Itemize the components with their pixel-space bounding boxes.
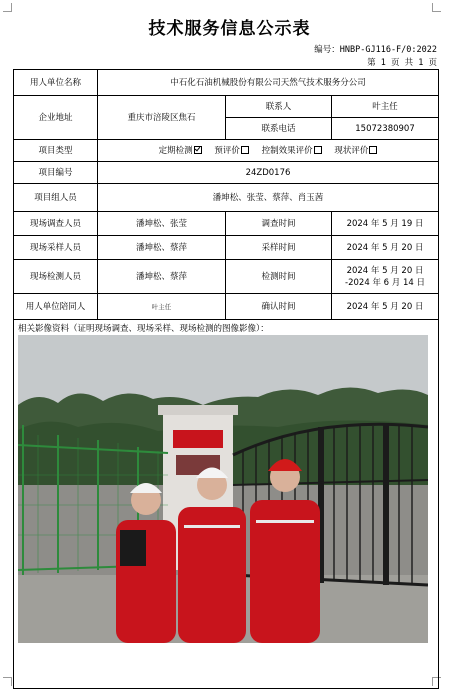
escort-value: 叶主任: [98, 294, 226, 320]
project-no-value: 24ZD0176: [98, 162, 439, 184]
checkbox-icon[interactable]: [314, 146, 322, 154]
survey-time-value: 2024 年 5 月 19 日: [332, 212, 439, 236]
phone-value: 15072380907: [332, 118, 439, 140]
table-row: [14, 320, 439, 689]
contact-value: 叶主任: [332, 96, 439, 118]
sampling-label: 现场采样人员: [14, 236, 98, 260]
project-type-options: [98, 140, 439, 162]
table-row: [14, 140, 439, 162]
photo-cell: [14, 320, 439, 689]
client-value: 中石化石油机械股份有限公司天然气技术服务分公司: [98, 70, 439, 96]
table-row: [14, 96, 439, 118]
contact-label: 联系人: [226, 96, 332, 118]
margin-mark: [3, 3, 12, 12]
page-info: 第 1 页 共 1 页: [367, 58, 437, 68]
team-value: 潘坤松、张莹、蔡萍、肖玉茜: [98, 184, 439, 212]
option-label: 预评价: [214, 145, 240, 156]
margin-mark: [432, 3, 441, 12]
document-title: 技术服务信息公示表: [148, 19, 311, 39]
phone-label: 联系电话: [226, 118, 332, 140]
site-photo: [18, 335, 428, 643]
testing-time-end: -2024 年 6 月 14 日: [345, 277, 425, 288]
table-row: [14, 184, 439, 212]
address-label: 企业地址: [14, 96, 98, 140]
site-photo-image: [18, 335, 428, 643]
checked-box-icon[interactable]: [194, 146, 202, 154]
margin-mark: [3, 677, 12, 686]
project-no-label: 项目编号: [14, 162, 98, 184]
confirm-time-value: 2024 年 5 月 20 日: [332, 294, 439, 320]
document-number: 编号：HNBP-GJ116-F/0:2022: [314, 45, 437, 55]
team-label: 项目组人员: [14, 184, 98, 212]
survey-value: 潘坤松、张莹: [98, 212, 226, 236]
project-type-option[interactable]: [159, 145, 202, 157]
table-row: [14, 260, 439, 294]
address-value: 重庆市涪陵区焦石: [98, 96, 226, 140]
survey-label: 现场调查人员: [14, 212, 98, 236]
table-row: [14, 236, 439, 260]
testing-time-start: 2024 年 5 月 20 日: [346, 265, 424, 276]
survey-time-label: 调查时间: [226, 212, 332, 236]
testing-value: 潘坤松、蔡萍: [98, 260, 226, 294]
table-row: [14, 212, 439, 236]
checkbox-icon[interactable]: [241, 146, 249, 154]
client-label: 用人单位名称: [14, 70, 98, 96]
table-row: [14, 294, 439, 320]
testing-label: 现场检测人员: [14, 260, 98, 294]
testing-time-value: [332, 260, 439, 294]
photo-caption: 相关影像资料（证明现场调查、现场采样、现场检测的图像影像）：: [18, 324, 269, 334]
project-type-option[interactable]: [214, 145, 249, 157]
escort-label: 用人单位陪同人: [14, 294, 98, 320]
option-label: 现状评价: [334, 145, 369, 156]
sampling-value: 潘坤松、蔡萍: [98, 236, 226, 260]
confirm-time-label: 确认时间: [226, 294, 332, 320]
sampling-time-value: 2024 年 5 月 20 日: [332, 236, 439, 260]
project-type-option[interactable]: [262, 145, 322, 157]
info-table: [13, 69, 439, 689]
option-label: 控制效果评价: [261, 145, 313, 156]
project-type-option[interactable]: [334, 145, 377, 157]
project-type-label: 项目类型: [14, 140, 98, 162]
checkbox-icon[interactable]: [369, 146, 377, 154]
option-label: 定期检测: [158, 145, 193, 156]
table-row: [14, 162, 439, 184]
testing-time-label: 检测时间: [226, 260, 332, 294]
sampling-time-label: 采样时间: [226, 236, 332, 260]
table-row: [14, 70, 439, 96]
